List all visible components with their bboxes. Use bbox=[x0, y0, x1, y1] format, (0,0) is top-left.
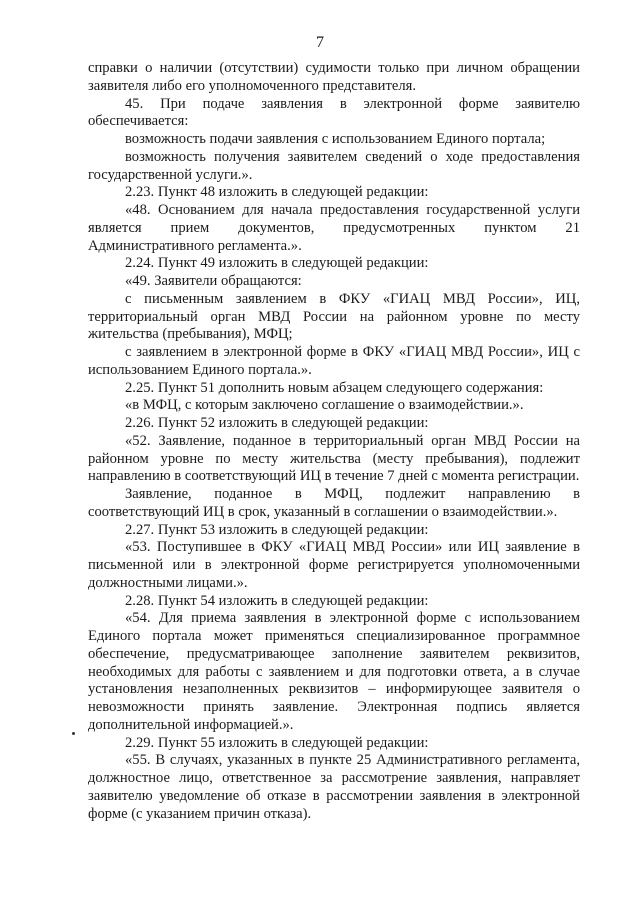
paragraph: 2.24. Пункт 49 изложить в следующей редакции: bbox=[125, 255, 429, 272]
paragraph: с заявлением в электронной форме в ФКУ «ГИАЦ МВД России», ИЦ с использованием Единого портала.». bbox=[88, 344, 580, 378]
paragraph: 2.23. Пункт 48 изложить в следующей редакции: bbox=[125, 184, 429, 201]
paragraph: «55. В случаях, указанных в пункте 25 Административного регламента, должностное лицо, ответственное за рассмотрение заявления, направляет заявителю уведомление об отказе в рассмотрении заявления в электронной форме (с указанием причин отказа). bbox=[88, 752, 580, 822]
paragraph: «в МФЦ, с которым заключено соглашение о взаимодействии.». bbox=[125, 397, 524, 414]
paragraph: «53. Поступившее в ФКУ «ГИАЦ МВД России» или ИЦ заявление в письменной или в электронной форме регистрируется уполномоченными должностными лицами.». bbox=[88, 539, 580, 591]
page-number: 7 bbox=[316, 34, 324, 51]
paragraph: 2.29. Пункт 55 изложить в следующей редакции: bbox=[125, 734, 429, 751]
paragraph: «48. Основанием для начала предоставления государственной услуги является прием документов, предусмотренных пунктом 21 Административного регламента.». bbox=[88, 202, 580, 254]
paragraph: «54. Для приема заявления в электронной форме с использованием Единого портала может применяться специализированное программное обеспечение, предусматривающее заполнение заявителем реквизитов, необходимых для работы с заявлением и для подготовки ответа, а в случае установления незаполненных реквизитов – информирующее заявителя о невозможности принять заявление. Электронная подпись является дополнительной информацией.». bbox=[88, 610, 580, 733]
paragraph: возможность подачи заявления с использованием Единого портала; bbox=[125, 131, 546, 147]
paragraph: «49. Заявители обращаются: bbox=[125, 273, 302, 289]
paragraph: справки о наличии (отсутствии) судимости только при личном обращении заявителя либо его уполномоченного представителя. bbox=[88, 60, 580, 94]
paragraph: возможность получения заявителем сведений о ходе предоставления государственной услуги.». bbox=[88, 148, 580, 183]
paragraph: 45. При подаче заявления в электронной форме заявителю обеспечивается: bbox=[88, 95, 580, 130]
paragraph: Заявление, поданное в МФЦ, подлежит направлению в соответствующий ИЦ в срок, указанный в соглашении о взаимодействии.». bbox=[88, 486, 580, 520]
paragraph: 2.28. Пункт 54 изложить в следующей редакции: bbox=[125, 592, 429, 609]
document-body bbox=[88, 60, 580, 823]
paragraph: 2.27. Пункт 53 изложить в следующей редакции: bbox=[125, 521, 429, 538]
paragraph: «52. Заявление, поданное в территориальный орган МВД России на районном уровне по месту жительства (месту пребывания), подлежит направлению в соответствующий ИЦ в течение 7 дней с момента регистрации. bbox=[88, 432, 580, 485]
scan-speck bbox=[72, 732, 75, 735]
paragraph: 2.26. Пункт 52 изложить в следующей редакции: bbox=[125, 415, 429, 431]
paragraph: 2.25. Пункт 51 дополнить новым абзацем следующего содержания: bbox=[125, 379, 544, 396]
paragraph: с письменным заявлением в ФКУ «ГИАЦ МВД России», ИЦ, территориальный орган МВД России на районном уровне по месту жительства (пребывания), МФЦ; bbox=[88, 290, 580, 343]
